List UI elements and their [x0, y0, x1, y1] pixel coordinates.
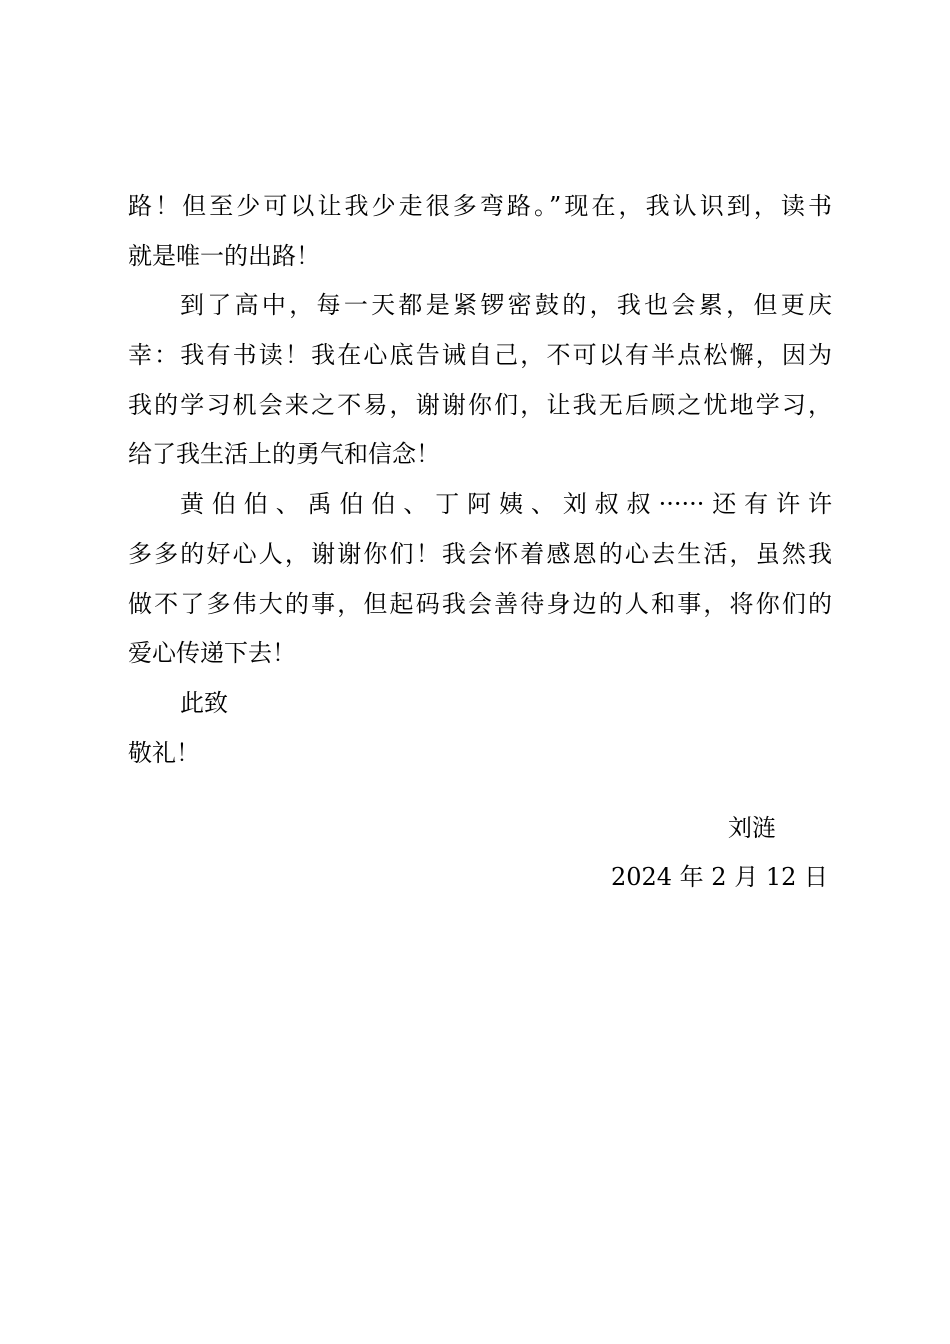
salute-line: 敬礼！ — [128, 739, 200, 767]
closing-line: 此致 — [180, 689, 228, 717]
letter-line: 给了我生活上的勇气和信念！ — [128, 440, 440, 468]
letter-line: 做不了多伟大的事，但起码我会善待身边的人和事，将你们的 — [128, 590, 832, 618]
letter-line: 幸：我有书读！我在心底告诫自己，不可以有半点松懈，因为 — [128, 341, 832, 369]
letter-date: 2024 年 2 月 12 日 — [610, 863, 828, 891]
letter-line: 路！但至少可以让我少走很多弯路。”现在，我认识到，读书 — [128, 192, 832, 220]
letter-line: 黄伯伯、禹伯伯、丁阿姨、刘叔叔······还有许许 — [180, 490, 832, 518]
letter-line: 就是唯一的出路！ — [128, 242, 320, 270]
letter-line: 多多的好心人，谢谢你们！我会怀着感恩的心去生活，虽然我 — [128, 540, 832, 568]
letter-line: 爱心传递下去！ — [128, 639, 296, 667]
letter-line: 到了高中，每一天都是紧锣密鼓的，我也会累，但更庆 — [180, 291, 832, 319]
signature: 刘涟 — [728, 814, 776, 842]
letter-line: 我的学习机会来之不易，谢谢你们，让我无后顾之忧地学习， — [128, 391, 832, 419]
